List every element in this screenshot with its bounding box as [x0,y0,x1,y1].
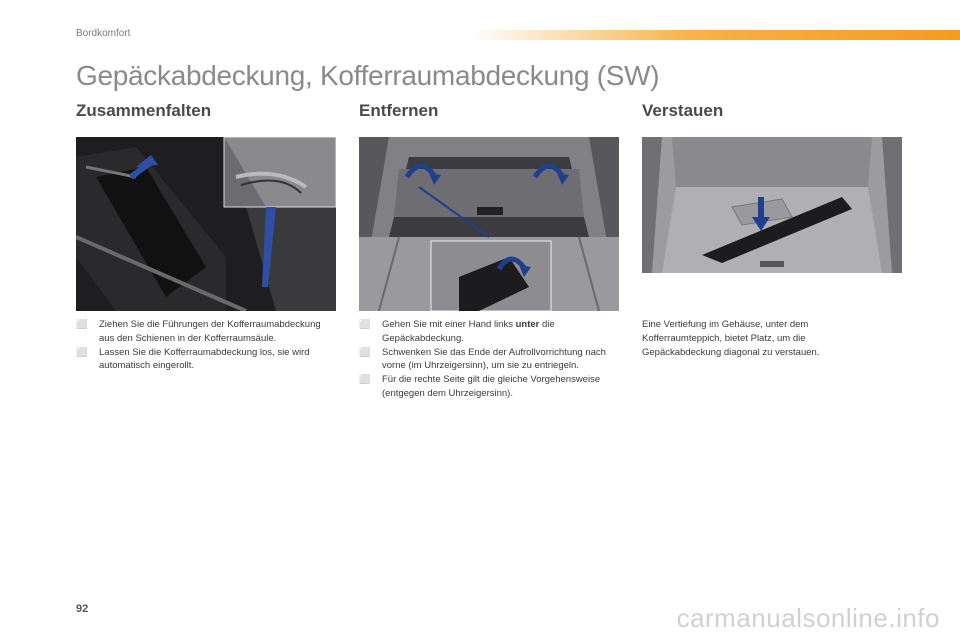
page-number: 92 [76,603,89,615]
bullet-text-post: die Gepäckabdeckung. [382,319,555,344]
fold-cover-illustration [76,137,336,311]
section-label: Bordkomfort [76,28,131,39]
bullet-marker: ⬜ [359,346,371,357]
bullet-text-bold: unter [515,319,540,330]
bullet-text: Ziehen Sie die Führungen der Kofferraumabdeckung aus den Schienen in der Kofferraumsäule. [99,319,321,344]
bullet-text-pre: Gehen Sie mit einer Hand links [382,319,516,330]
page-title: Gepäckabdeckung, Kofferraumabdeckung (SW) [76,60,660,91]
bullet-item [76,318,326,346]
bullet-text: Für die rechte Seite gilt die gleiche Vorgehensweise (entgegen dem Uhrzeigersinn). [382,374,601,399]
bullet-marker: ⬜ [359,374,371,385]
bullet-marker: ⬜ [76,346,88,357]
stow-cover-illustration [642,137,902,273]
bullet-item [359,373,617,401]
photo-fold-cover [76,137,336,311]
heading-zusammenfalten: Zusammenfalten [76,101,212,120]
bullet-list-zusammenfalten [76,318,326,373]
bullet-text: Lassen Sie die Kofferraumabdeckung los, sie wird automatisch eingerollt. [99,346,310,372]
bullet-list-entfernen [359,318,617,401]
heading-entfernen: Entfernen [359,101,439,120]
bullet-item [76,346,326,374]
bullet-item [359,346,617,374]
photo-stow-cover [642,137,902,273]
watermark: carmanualsonline.info [676,603,940,633]
bullet-text: Schwenken Sie das Ende der Aufrollvorrichtung nach vorne (im Uhrzeigersinn), um sie zu entriegeln. [382,346,606,372]
heading-verstauen: Verstauen [642,101,724,120]
photo-remove-cover [359,137,619,311]
paragraph-verstauen: Eine Vertiefung im Gehäuse, unter dem Kofferraumteppich, bietet Platz, um die Gepäckabdeckung diagonal zu verstauen. [642,319,820,359]
bullet-marker: ⬜ [76,319,88,329]
header-accent-bar [470,30,960,40]
remove-cover-illustration [359,137,619,311]
bullet-marker: ⬜ [359,319,371,329]
bullet-item [359,318,617,346]
